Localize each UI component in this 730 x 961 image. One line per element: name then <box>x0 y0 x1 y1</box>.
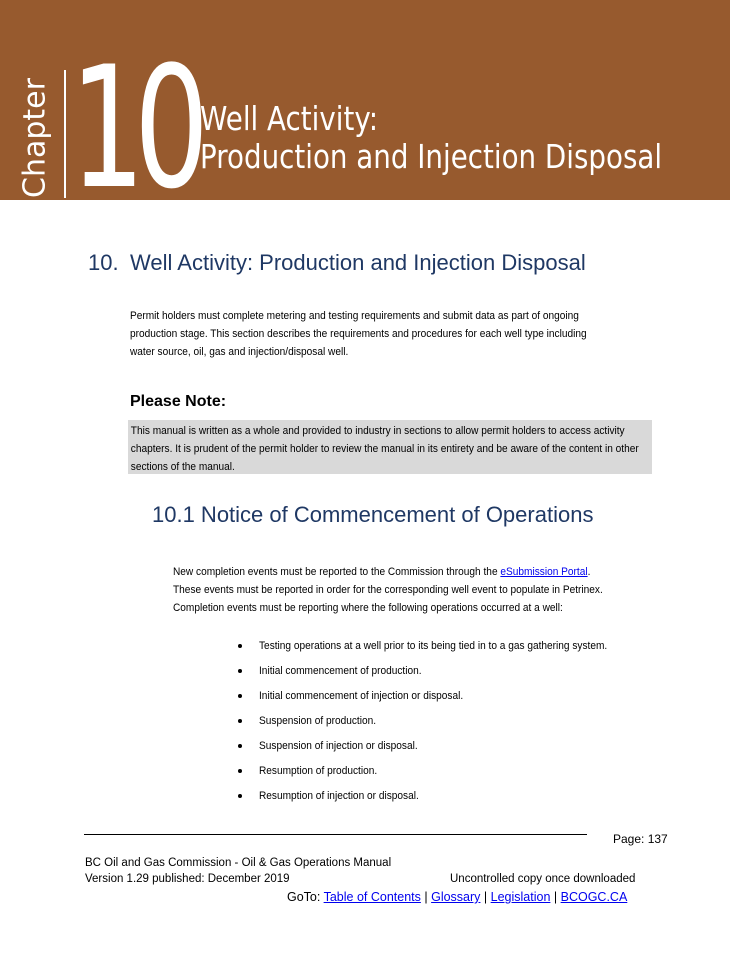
list-item: Resumption of production. <box>236 762 616 780</box>
esubmission-portal-link[interactable]: eSubmission Portal <box>500 566 588 578</box>
bullet-icon <box>238 769 242 773</box>
list-item: Suspension of production. <box>236 712 616 730</box>
uncontrolled-copy-note: Uncontrolled copy once downloaded <box>450 873 636 885</box>
bullet-icon <box>238 794 242 798</box>
section-number: 10. <box>88 250 119 275</box>
bullet-icon <box>238 719 242 723</box>
chapter-title-line2: Production and Injection Disposal <box>200 137 663 176</box>
version-info: Version 1.29 published: December 2019 <box>85 873 290 885</box>
table-of-contents-link[interactable]: Table of Contents <box>323 890 421 904</box>
chapter-divider <box>64 70 66 198</box>
chapter-title-line1: Well Activity: <box>200 99 379 138</box>
goto-links <box>287 890 627 904</box>
list-item: Resumption of injection or disposal. <box>236 787 616 805</box>
bullet-icon <box>238 644 242 648</box>
bullet-icon <box>238 744 242 748</box>
link-separator: | <box>550 890 561 904</box>
subsection-paragraph <box>173 563 615 617</box>
section-intro: Permit holders must complete metering and testing requirements and submit data as part of ongoing production stage. This section describes the requirements and procedures for each well type including water source, oil, gas and injection/disposal well. <box>130 310 587 358</box>
paragraph-text-start: New completion events must be reported to the Commission through the <box>173 566 501 578</box>
list-item: Suspension of injection or disposal. <box>236 737 616 755</box>
page-number: Page: 137 <box>613 832 668 846</box>
link-separator: | <box>420 890 432 904</box>
goto-label: GoTo: <box>287 890 324 904</box>
bcogc-link[interactable]: BCOGC.CA <box>560 890 628 904</box>
note-box <box>128 420 652 474</box>
chapter-banner <box>0 0 730 226</box>
section-title: Well Activity: Production and Injection Disposal <box>130 250 586 275</box>
bullet-icon <box>238 669 242 673</box>
manual-name: BC Oil and Gas Commission - Oil & Gas Operations Manual <box>85 857 392 869</box>
link-separator: | <box>480 890 491 904</box>
section-heading <box>88 250 586 276</box>
operations-list <box>236 637 616 812</box>
footer-divider <box>84 834 587 835</box>
list-item: Initial commencement of injection or disposal. <box>236 687 616 705</box>
chapter-label: Chapter <box>17 78 53 198</box>
list-item: Initial commencement of production. <box>236 662 616 680</box>
note-text: This manual is written as a whole and provided to industry in sections to allow permit holders to access activity chapters. It is prudent of the permit holder to review the manual in its entirety and be aware of the content in other sections of the manual. <box>130 425 639 473</box>
glossary-link[interactable]: Glossary <box>431 890 481 904</box>
paragraph-text-end: . These events must be reported in order for the corresponding well event to populate in Petrinex. Completion events must be reporting where the following operations occurred at a well: <box>173 566 603 614</box>
bullet-icon <box>238 694 242 698</box>
chapter-number: 10 <box>70 30 199 226</box>
subsection-heading: 10.1 Notice of Commencement of Operations <box>152 502 594 527</box>
note-heading: Please Note: <box>130 393 227 410</box>
legislation-link[interactable]: Legislation <box>490 890 551 904</box>
list-item: Testing operations at a well prior to its being tied in to a gas gathering system. <box>236 637 616 655</box>
chapter-title <box>200 100 662 176</box>
